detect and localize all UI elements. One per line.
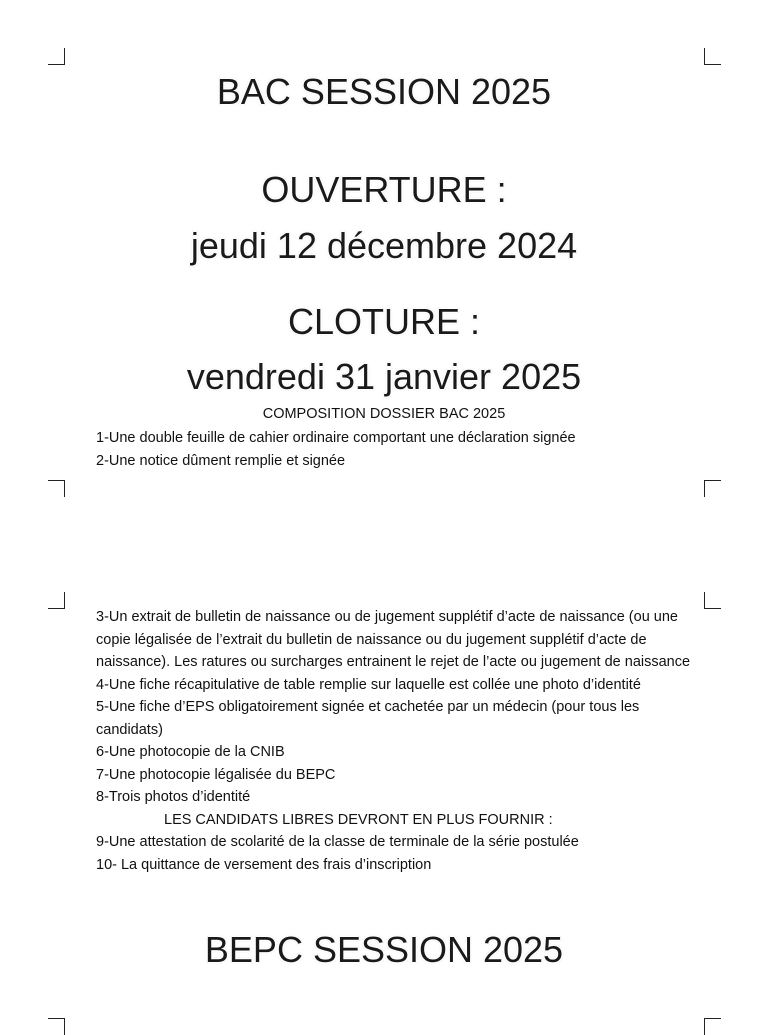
bepc-session-heading: BEPC SESSION 2025: [204, 929, 564, 970]
list-item: 6-Une photocopie de la CNIB: [96, 744, 285, 760]
list-item: 10- La quittance de versement des frais d’inscription: [96, 856, 432, 873]
ouverture-date: jeudi 12 décembre 2024: [190, 225, 578, 266]
list-item: 9-Une attestation de scolarité de la classe de terminale de la série postulée: [96, 834, 579, 850]
ouverture-label: OUVERTURE :: [261, 169, 507, 210]
cloture-label: CLOTURE :: [287, 301, 481, 342]
crop-mark-bottom-left: [48, 480, 65, 497]
composition-list-second: [96, 606, 700, 876]
composition-list-first: [96, 427, 700, 472]
list-item: 1-Une double feuille de cahier ordinaire comportant une déclaration signée: [96, 430, 576, 446]
crop-mark-bottom-right: [704, 1018, 721, 1035]
list-item: 8-Trois photos d’identité: [96, 789, 251, 805]
crop-mark-top-right: [704, 48, 721, 65]
list-item: 3-Un extrait de bulletin de naissance ou de jugement supplétif d’acte de naissance (ou une copie légalisée de l’extrait du bulletin de naissance ou du jugement supplétif d’acte de naissance). Les ratures ou surcharges entrainent le rejet de l’acte ou jugement de naissance: [96, 609, 691, 670]
composition-title: COMPOSITION DOSSIER BAC 2025: [262, 406, 506, 422]
bac-session-heading: BAC SESSION 2025: [216, 71, 552, 112]
list-item: 7-Une photocopie légalisée du BEPC: [96, 766, 336, 783]
list-item: 2-Une notice dûment remplie et signée: [96, 452, 346, 469]
cloture-date: vendredi 31 janvier 2025: [186, 356, 582, 397]
list-item: 4-Une fiche récapitulative de table remplie sur laquelle est collée une photo d’identité: [96, 676, 641, 693]
crop-mark-top-right: [704, 592, 721, 609]
crop-mark-bottom-right: [704, 480, 721, 497]
crop-mark-top-left: [48, 592, 65, 609]
list-item: 5-Une fiche d’EPS obligatoirement signée et cachetée par un médecin (pour tous les candidats): [96, 699, 640, 738]
candidats-libres-note: LES CANDIDATS LIBRES DEVRONT EN PLUS FOURNIR :: [164, 811, 553, 828]
crop-mark-bottom-left: [48, 1018, 65, 1035]
crop-mark-top-left: [48, 48, 65, 65]
